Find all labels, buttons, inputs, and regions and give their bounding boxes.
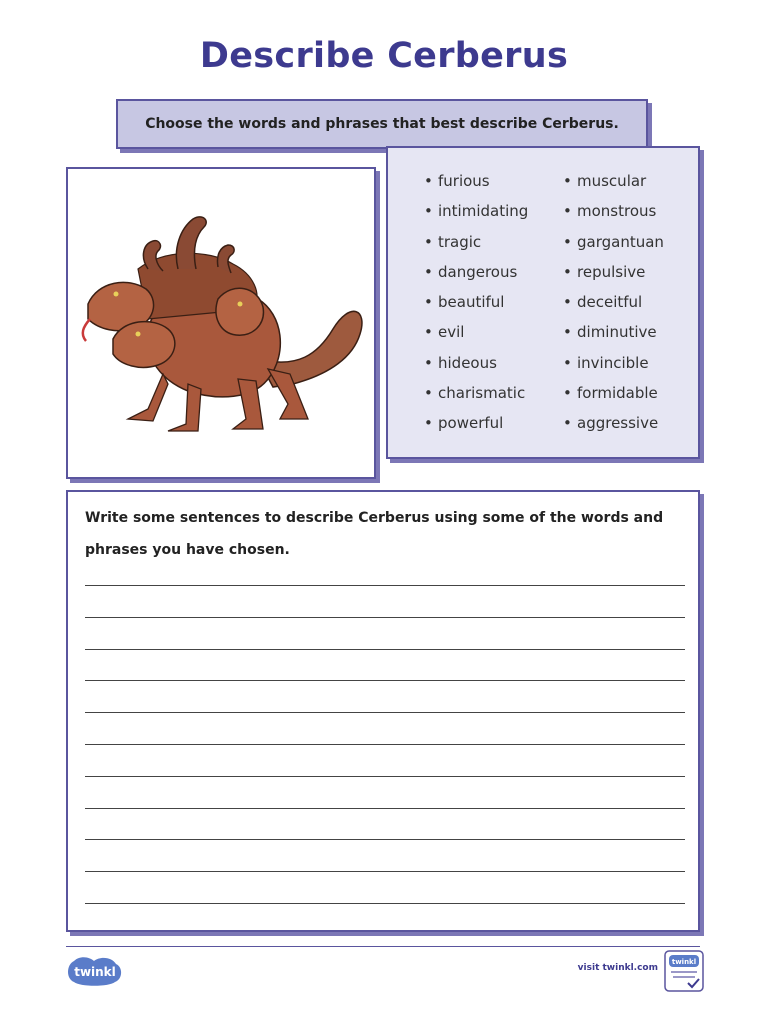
quality-badge-icon bbox=[664, 950, 704, 992]
word-item: • intimidating bbox=[424, 202, 529, 221]
writing-line[interactable] bbox=[85, 903, 685, 904]
word-item: • aggressive bbox=[563, 414, 659, 433]
writing-line[interactable] bbox=[85, 808, 685, 809]
word-item: • monstrous bbox=[563, 202, 657, 221]
word-bank bbox=[386, 146, 700, 459]
badge-text: twinkl bbox=[671, 958, 697, 966]
page-title: Describe Cerberus bbox=[199, 36, 569, 76]
word-item: • charismatic bbox=[424, 384, 526, 403]
footer-divider bbox=[66, 946, 700, 947]
writing-line[interactable] bbox=[85, 839, 685, 840]
word-item: • formidable bbox=[563, 384, 658, 403]
writing-area bbox=[66, 490, 700, 932]
word-item: • tragic bbox=[424, 232, 482, 251]
writing-line[interactable] bbox=[85, 649, 685, 650]
word-item: • muscular bbox=[563, 172, 647, 190]
word-item: • evil bbox=[424, 323, 465, 342]
word-list-right bbox=[563, 170, 664, 443]
word-item: • powerful bbox=[424, 414, 504, 433]
word-item: • beautiful bbox=[424, 293, 505, 312]
visit-link[interactable]: visit twinkl.com bbox=[577, 963, 658, 973]
word-item: • gargantuan bbox=[563, 232, 664, 251]
writing-line[interactable] bbox=[85, 712, 685, 713]
writing-line[interactable] bbox=[85, 776, 685, 777]
writing-line[interactable] bbox=[85, 617, 685, 618]
writing-line[interactable] bbox=[85, 871, 685, 872]
cerberus-illustration bbox=[68, 169, 374, 477]
logo-text: twinkl bbox=[74, 965, 116, 979]
writing-line[interactable] bbox=[85, 585, 685, 586]
word-item: • hideous bbox=[424, 353, 497, 372]
word-item: • furious bbox=[424, 172, 490, 190]
instruction-text: Choose the words and phrases that best describe Cerberus. bbox=[145, 116, 619, 132]
illustration-frame bbox=[66, 167, 376, 479]
twinkl-logo bbox=[66, 955, 124, 987]
word-item: • diminutive bbox=[563, 323, 657, 342]
instruction-banner bbox=[116, 99, 648, 149]
word-item: • dangerous bbox=[424, 262, 518, 281]
writing-line[interactable] bbox=[85, 680, 685, 681]
word-item: • invincible bbox=[563, 353, 649, 372]
word-item: • repulsive bbox=[563, 262, 646, 281]
word-list-left bbox=[424, 170, 528, 443]
word-item: • deceitful bbox=[563, 293, 643, 312]
writing-prompt: Write some sentences to describe Cerberus using some of the words and phrases you have chosen. bbox=[85, 510, 664, 558]
writing-line[interactable] bbox=[85, 744, 685, 745]
